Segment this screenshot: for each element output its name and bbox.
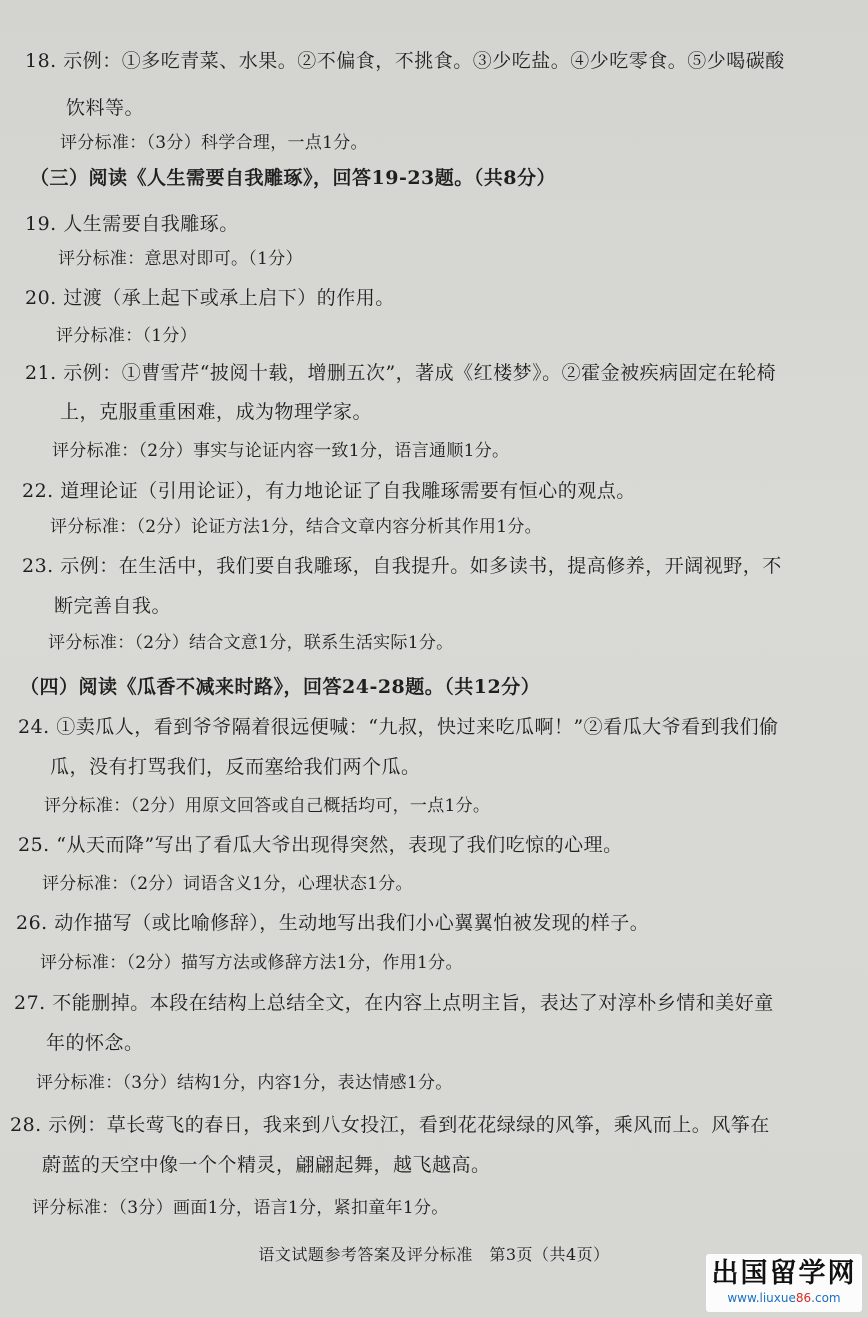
q18-answer-line2: 饮料等。 — [66, 97, 145, 119]
section-3-heading: （三）阅读《人生需要自我雕琢》，回答19-23题。（共8分） — [30, 167, 556, 189]
q23-answer-line2: 断完善自我。 — [54, 595, 172, 617]
q28-answer-line2: 蔚蓝的天空中像一个个精灵，翩翩起舞，越飞越高。 — [42, 1154, 491, 1176]
q23-scoring: 评分标准：（2分）结合文意1分，联系生活实际1分。 — [48, 633, 454, 653]
page-footer: 语文试题参考答案及评分标准 第3页（共4页） — [258, 1245, 610, 1264]
q28-answer-line1: 28. 示例：草长莺飞的春日，我来到八女投江，看到花花绿绿的风筝，乘风而上。风筝在 — [10, 1114, 770, 1136]
q18-answer-line1: 18. 示例：①多吃青菜、水果。②不偏食，不挑食。③少吃盐。④少吃零食。⑤少喝碳酸 — [25, 50, 785, 72]
q27-scoring: 评分标准：（3分）结构1分，内容1分，表达情感1分。 — [36, 1073, 453, 1093]
q25-answer: 25. “从天而降”写出了看瓜大爷出现得突然，表现了我们吃惊的心理。 — [18, 834, 623, 856]
q28-scoring: 评分标准：（3分）画面1分，语言1分，紧扣童年1分。 — [32, 1198, 449, 1218]
q24-answer-line1: 24. ①卖瓜人，看到爷爷隔着很远便喊：“九叔，快过来吃瓜啊！”②看瓜大爷看到我们偷 — [18, 716, 779, 738]
q21-answer-line1: 21. 示例：①曹雪芹“披阅十载，增删五次”，著成《红楼梦》。②霍金被疾病固定在轮椅 — [25, 362, 777, 384]
q21-scoring: 评分标准：（2分）事实与论证内容一致1分，语言通顺1分。 — [52, 441, 510, 461]
q24-answer-line2: 瓜，没有打骂我们，反而塞给我们两个瓜。 — [50, 756, 421, 778]
q27-answer-line2: 年的怀念。 — [46, 1032, 144, 1054]
q21-answer-line2: 上，克服重重困难，成为物理学家。 — [60, 401, 373, 423]
watermark-title: 出国留学网 — [711, 1258, 857, 1289]
q22-answer: 22. 道理论证（引用论证），有力地论证了自我雕琢需要有恒心的观点。 — [22, 480, 636, 502]
q27-answer-line1: 27. 不能删掉。本段在结构上总结全文，在内容上点明主旨，表达了对淳朴乡情和美好童 — [14, 992, 774, 1014]
q19-scoring: 评分标准：意思对即可。（1分） — [58, 249, 303, 269]
q18-scoring: 评分标准：（3分）科学合理，一点1分。 — [60, 133, 368, 153]
q20-scoring: 评分标准：（1分） — [56, 326, 198, 346]
section-4-heading: （四）阅读《瓜香不减来时路》，回答24-28题。（共12分） — [20, 676, 541, 698]
q22-scoring: 评分标准：（2分）论证方法1分，结合文章内容分析其作用1分。 — [50, 517, 542, 537]
q25-scoring: 评分标准：（2分）词语含义1分，心理状态1分。 — [42, 874, 413, 894]
q20-answer: 20. 过渡（承上起下或承上启下）的作用。 — [25, 287, 395, 309]
q26-answer: 26. 动作描写（或比喻修辞），生动地写出我们小心翼翼怕被发现的样子。 — [16, 912, 650, 934]
q23-answer-line1: 23. 示例：在生活中，我们要自我雕琢，自我提升。如多读书，提高修养，开阔视野，不 — [22, 555, 782, 577]
q24-scoring: 评分标准：（2分）用原文回答或自己概括均可，一点1分。 — [44, 796, 491, 816]
watermark-url: www.liuxue86.com — [727, 1291, 841, 1305]
q19-answer: 19. 人生需要自我雕琢。 — [25, 213, 239, 235]
q26-scoring: 评分标准：（2分）描写方法或修辞方法1分，作用1分。 — [40, 953, 463, 973]
site-watermark-logo — [706, 1254, 862, 1312]
